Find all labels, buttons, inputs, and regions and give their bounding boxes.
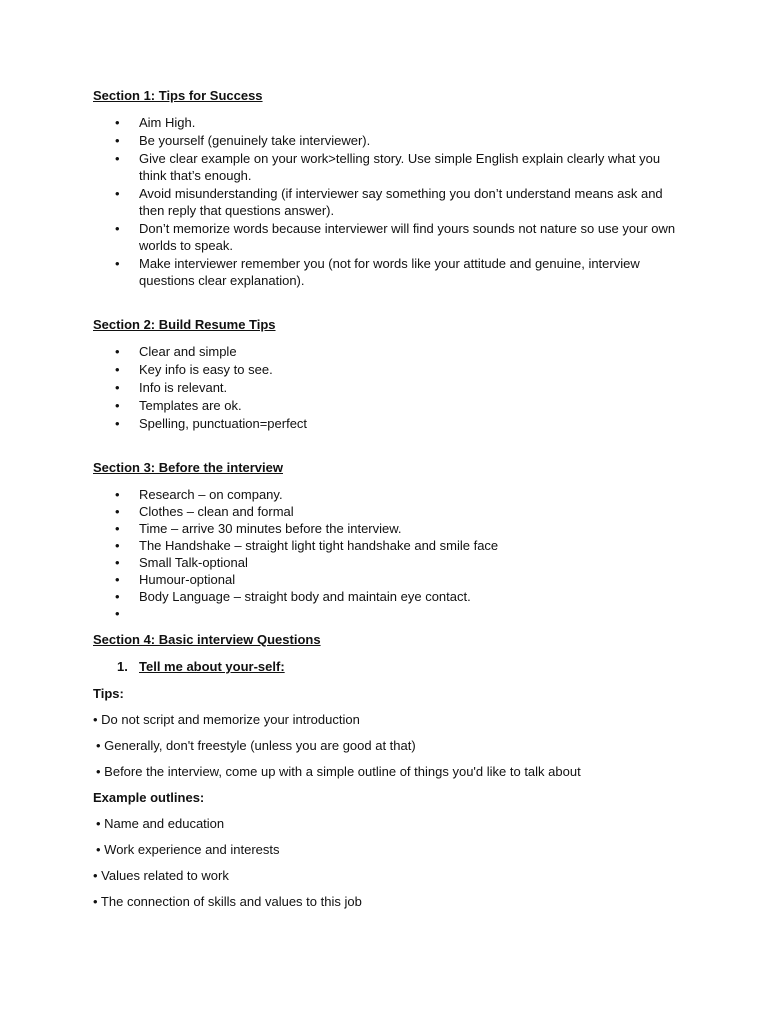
list-item <box>93 361 683 378</box>
bullet-icon: • <box>115 256 120 271</box>
list-item-text: Info is relevant. <box>139 380 228 395</box>
bullet-icon: • <box>115 221 120 236</box>
bullet-icon: • <box>115 521 120 536</box>
list-item <box>93 150 683 184</box>
list-item-text: Clothes – clean and formal <box>139 504 294 519</box>
numbered-question <box>93 658 683 676</box>
list-item-text: Key info is easy to see. <box>139 362 273 377</box>
list-item-empty <box>93 605 683 622</box>
list-item-text: Research – on company. <box>139 487 283 502</box>
section-heading: Section 4: Basic interview Questions <box>93 632 321 647</box>
list-item <box>93 571 683 588</box>
outline-item: • Work experience and interests <box>96 842 280 857</box>
list-item <box>93 415 683 432</box>
list-item-text: Clear and simple <box>139 344 237 359</box>
bullet-list <box>93 343 683 432</box>
section-tips-for-success <box>93 87 683 289</box>
bullet-list <box>93 114 683 289</box>
section-heading: Section 1: Tips for Success <box>93 88 263 103</box>
list-item-text: Avoid misunderstanding (if interviewer say something you don’t understand means ask and then reply that questions answer). <box>139 186 663 218</box>
list-item-text: Make interviewer remember you (not for words like your attitude and genuine, interview questions clear explanation). <box>139 256 640 288</box>
outlines-heading: Example outlines: <box>93 790 205 805</box>
section-basic-interview-questions <box>93 631 683 910</box>
outline-item: • Values related to work <box>93 868 229 883</box>
list-item-text: Time – arrive 30 minutes before the interview. <box>139 521 402 536</box>
bullet-icon: • <box>115 555 120 570</box>
bullet-icon: • <box>115 362 120 377</box>
list-item <box>93 588 683 605</box>
list-item-text: Body Language – straight body and maintain eye contact. <box>139 589 471 604</box>
outline-item: • The connection of skills and values to this job <box>93 894 362 909</box>
list-item <box>93 220 683 254</box>
list-item <box>93 132 683 149</box>
tip-item: • Do not script and memorize your introduction <box>93 712 360 727</box>
list-item-text: The Handshake – straight light tight handshake and smile face <box>139 538 499 553</box>
bullet-icon: • <box>115 538 120 553</box>
list-item-text: Humour-optional <box>139 572 236 587</box>
bullet-icon: • <box>115 487 120 502</box>
bullet-icon: • <box>115 344 120 359</box>
list-item <box>93 537 683 554</box>
list-item <box>93 397 683 414</box>
list-item-text: Templates are ok. <box>139 398 242 413</box>
list-item <box>93 520 683 537</box>
list-item-text: Spelling, punctuation=perfect <box>139 416 308 431</box>
bullet-icon: • <box>115 380 120 395</box>
bullet-icon: • <box>115 572 120 587</box>
list-item-text: Aim High. <box>139 115 196 130</box>
list-item-text: Don’t memorize words because interviewer will find yours sounds not nature so use your own worlds to speak. <box>139 221 676 253</box>
list-item-text: Give clear example on your work>telling story. Use simple English explain clearly what you think that’s enough. <box>139 151 661 183</box>
outline-item: • Name and education <box>96 816 225 831</box>
bullet-icon: • <box>115 115 120 130</box>
section-heading: Section 2: Build Resume Tips <box>93 317 276 332</box>
list-item <box>93 379 683 396</box>
bullet-icon: • <box>115 589 120 604</box>
tip-item: • Generally, don't freestyle (unless you are good at that) <box>96 738 416 753</box>
bullet-list <box>93 486 683 622</box>
section-heading: Section 3: Before the interview <box>93 460 283 475</box>
bullet-icon: • <box>115 133 120 148</box>
list-item <box>93 114 683 131</box>
list-item <box>93 185 683 219</box>
section-build-resume-tips <box>93 316 683 432</box>
list-item <box>93 343 683 360</box>
list-item-text: Be yourself (genuinely take interviewer). <box>139 133 371 148</box>
section-before-the-interview <box>93 459 683 622</box>
list-item <box>93 255 683 289</box>
list-item-text: Small Talk-optional <box>139 555 248 570</box>
bullet-icon: • <box>115 186 120 201</box>
question-number: 1. <box>117 659 128 674</box>
list-item <box>93 486 683 503</box>
list-item <box>93 554 683 571</box>
tip-item: • Before the interview, come up with a simple outline of things you'd like to talk about <box>96 764 581 779</box>
bullet-icon: • <box>115 151 120 166</box>
tips-heading: Tips: <box>93 686 124 701</box>
bullet-icon: • <box>115 398 120 413</box>
bullet-icon: • <box>115 416 120 431</box>
list-item <box>93 503 683 520</box>
bullet-icon: • <box>115 504 120 519</box>
document-page <box>93 87 683 910</box>
bullet-icon: • <box>115 606 120 621</box>
question-label: Tell me about your-self: <box>139 659 285 674</box>
